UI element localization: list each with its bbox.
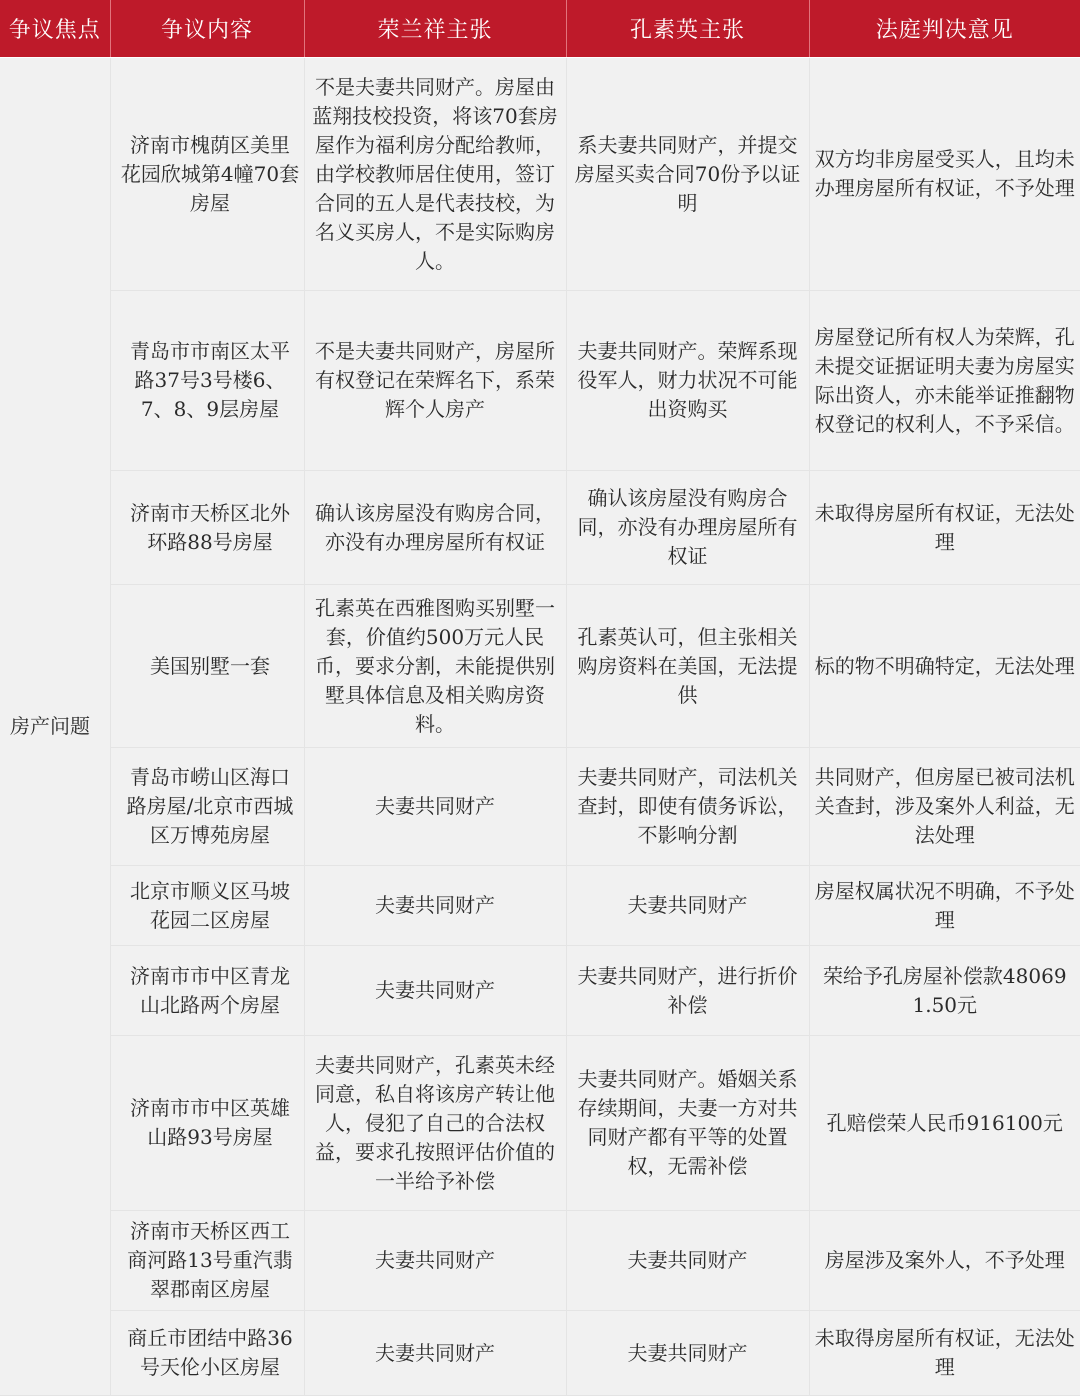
court-ruling-cell: 荣给予孔房屋补偿款480691.50元: [809, 946, 1080, 1036]
table-row: [0, 866, 1080, 946]
table-row: [0, 471, 1080, 585]
rong-claim-cell: 夫妻共同财产，孔素英未经同意，私自将该房产转让他人，侵犯了自己的合法权益，要求孔按照评估价值的一半给予补偿: [304, 1036, 566, 1211]
kong-claim-cell: 孔素英认可，但主张相关购房资料在美国，无法提供: [566, 585, 809, 748]
header-court-ruling: 法庭判决意见: [809, 0, 1080, 58]
rong-claim-cell: 夫妻共同财产: [304, 946, 566, 1036]
kong-claim-cell: 夫妻共同财产，进行折价补偿: [566, 946, 809, 1036]
dispute-content-cell: 济南市市中区英雄山路93号房屋: [110, 1036, 304, 1211]
rong-claim-cell: 夫妻共同财产: [304, 1311, 566, 1396]
kong-claim-cell: 系夫妻共同财产，并提交房屋买卖合同70份予以证明: [566, 58, 809, 291]
dispute-content-cell: 济南市天桥区西工商河路13号重汽翡翠郡南区房屋: [110, 1211, 304, 1311]
dispute-content-cell: 青岛市市南区太平路37号3号楼6、7、8、9层房屋: [110, 291, 304, 471]
rong-claim-cell: 夫妻共同财产: [304, 1211, 566, 1311]
rong-claim-cell: 不是夫妻共同财产，房屋所有权登记在荣辉名下，系荣辉个人房产: [304, 291, 566, 471]
table-row: [0, 1311, 1080, 1396]
header-kong-claim: 孔素英主张: [566, 0, 809, 58]
rong-claim-cell: 夫妻共同财产: [304, 866, 566, 946]
table-row: [0, 291, 1080, 471]
table-row: [0, 58, 1080, 291]
header-dispute-focus: 争议焦点: [0, 0, 110, 58]
kong-claim-cell: 夫妻共同财产。婚姻关系存续期间，夫妻一方对共同财产都有平等的处置权，无需补偿: [566, 1036, 809, 1211]
header-dispute-content: 争议内容: [110, 0, 304, 58]
dispute-content-cell: 北京市顺义区马坡花园二区房屋: [110, 866, 304, 946]
header-row: [0, 0, 1080, 58]
kong-claim-cell: 夫妻共同财产。荣辉系现役军人，财力状况不可能出资购买: [566, 291, 809, 471]
court-ruling-cell: 房屋涉及案外人，不予处理: [809, 1211, 1080, 1311]
kong-claim-cell: 确认该房屋没有购房合同，亦没有办理房屋所有权证: [566, 471, 809, 585]
table-row: [0, 946, 1080, 1036]
rong-claim-cell: 孔素英在西雅图购买别墅一套，价值约500万元人民币，要求分割，未能提供别墅具体信息及相关购房资料。: [304, 585, 566, 748]
rong-claim-cell: 不是夫妻共同财产。房屋由蓝翔技校投资，将该70套房屋作为福利房分配给教师，由学校教师居住使用，签订合同的五人是代表技校，为名义买房人，不是实际购房人。: [304, 58, 566, 291]
court-ruling-cell: 标的物不明确特定，无法处理: [809, 585, 1080, 748]
table-header: [0, 0, 1080, 58]
court-ruling-cell: 共同财产，但房屋已被司法机关查封，涉及案外人利益，无法处理: [809, 748, 1080, 866]
rong-claim-cell: 夫妻共同财产: [304, 748, 566, 866]
header-rong-claim: 荣兰祥主张: [304, 0, 566, 58]
table-body: [0, 58, 1080, 1396]
dispute-content-cell: 济南市市中区青龙山北路两个房屋: [110, 946, 304, 1036]
kong-claim-cell: 夫妻共同财产，司法机关查封，即使有债务诉讼，不影响分割: [566, 748, 809, 866]
court-ruling-cell: 房屋权属状况不明确，不予处理: [809, 866, 1080, 946]
table-row: [0, 1211, 1080, 1311]
dispute-content-cell: 商丘市团结中路36号天伦小区房屋: [110, 1311, 304, 1396]
court-ruling-cell: 双方均非房屋受买人，且均未办理房屋所有权证，不予处理: [809, 58, 1080, 291]
dispute-content-cell: 济南市槐荫区美里花园欣城第4幢70套房屋: [110, 58, 304, 291]
dispute-content-cell: 美国别墅一套: [110, 585, 304, 748]
dispute-focus-cell: 房产问题: [0, 58, 110, 1396]
court-ruling-cell: 未取得房屋所有权证，无法处理: [809, 1311, 1080, 1396]
table-row: [0, 1036, 1080, 1211]
table-row: [0, 748, 1080, 866]
kong-claim-cell: 夫妻共同财产: [566, 1311, 809, 1396]
court-ruling-cell: 房屋登记所有权人为荣辉，孔未提交证据证明夫妻为房屋实际出资人，亦未能举证推翻物权登记的权利人，不予采信。: [809, 291, 1080, 471]
court-ruling-cell: 孔赔偿荣人民币916100元: [809, 1036, 1080, 1211]
table-row: [0, 585, 1080, 748]
kong-claim-cell: 夫妻共同财产: [566, 1211, 809, 1311]
dispute-content-cell: 济南市天桥区北外环路88号房屋: [110, 471, 304, 585]
dispute-content-cell: 青岛市崂山区海口路房屋/北京市西城区万博苑房屋: [110, 748, 304, 866]
rong-claim-cell: 确认该房屋没有购房合同，亦没有办理房屋所有权证: [304, 471, 566, 585]
kong-claim-cell: 夫妻共同财产: [566, 866, 809, 946]
court-ruling-cell: 未取得房屋所有权证，无法处理: [809, 471, 1080, 585]
